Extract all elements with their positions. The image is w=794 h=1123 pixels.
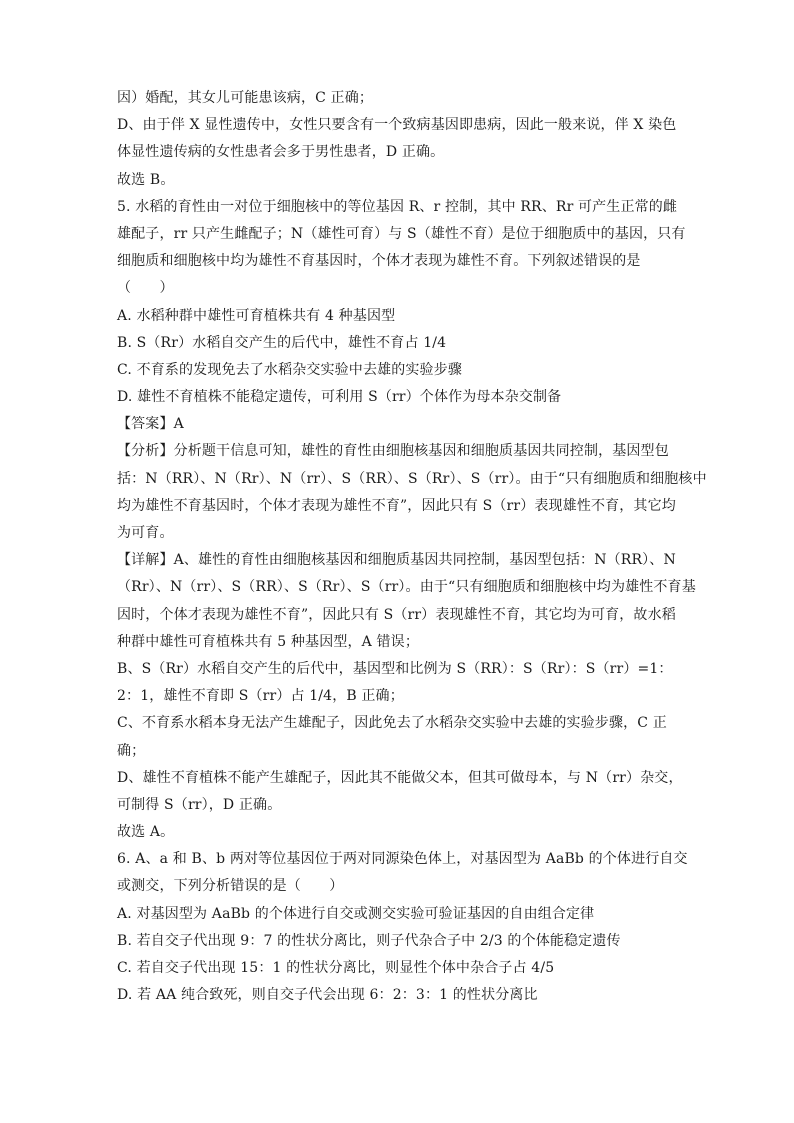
explanation-line: 【详解】A、雄性的育性由细胞核基因和细胞质基因共同控制，基因型包括：N（RR）、N xyxy=(117,552,676,569)
document-page xyxy=(117,88,707,1012)
option-a: A. 对基因型为 AaBb 的个体进行自交或测交实验可验证基因的自由组合定律 xyxy=(117,905,595,922)
analysis-line: 为可育。 xyxy=(117,525,174,541)
text-line: D、由于伴 X 显性遗传中，女性只要含有一个致病基因即患病，因此一般来说，伴 X 染色 xyxy=(117,117,677,134)
option-a: A. 水稻种群中雄性可育植株共有 4 种基因型 xyxy=(117,307,396,324)
text-line: 或测交，下列分析错误的是（ ） xyxy=(117,878,344,895)
analysis-line: 括：N（RR）、N（Rr）、N（rr）、S（RR）、S（Rr）、S（rr）。由于“只有细胞质和细胞核中 xyxy=(117,470,707,487)
option-d: D. 若 AA 纯合致死，则自交子代会出现 6：2：3：1 的性状分离比 xyxy=(117,987,538,1004)
option-c: C. 不育系的发现免去了水稻杂交实验中去雄的实验步骤 xyxy=(117,361,463,378)
explanation-line: 可制得 S（rr），D 正确。 xyxy=(117,796,282,813)
explanation-line: （Rr）、N（rr）、S（RR）、S（Rr）、S（rr）。由于“只有细胞质和细胞核中均为雄性不育基 xyxy=(117,579,696,596)
explanation-line: 种群中雄性可育植株共有 5 种基因型，A 错误； xyxy=(117,633,419,650)
text-line: 因）婚配，其女儿可能患该病，C 正确； xyxy=(117,90,374,106)
option-b: B. S（Rr）水稻自交产生的后代中，雄性不育占 1/4 xyxy=(117,334,447,351)
text-line: 细胞质和细胞核中均为雄性不育基因时，个体才表现为雄性不育。下列叙述错误的是 xyxy=(117,253,641,270)
question-5-stem: 5. 水稻的育性由一对位于细胞核中的等位基因 R、r 控制，其中 RR、Rr 可产生正常的雌 xyxy=(117,198,678,215)
explanation-line: D、雄性不育植株不能产生雄配子，因此其不能做父本，但其可做母本，与 N（rr）杂交， xyxy=(117,769,683,786)
question-6-stem: 6. A、a 和 B、b 两对等位基因位于两对同源染色体上，对基因型为 AaBb 的个体进行自交 xyxy=(117,851,688,868)
answer-label: 【答案】A xyxy=(117,416,184,433)
option-d: D. 雄性不育植株不能稳定遗传，可利用 S（rr）个体作为母本杂交制备 xyxy=(117,389,562,406)
option-c: C. 若自交子代出现 15：1 的性状分离比，则显性个体中杂合子占 4/5 xyxy=(117,960,555,976)
explanation-line: 因时，个体才表现为雄性不育”，因此只有 S（rr）表现雄性不育，其它均为可育，故水稻 xyxy=(117,606,676,623)
analysis-line: 均为雄性不育基因时，个体才表现为雄性不育”，因此只有 S（rr）表现雄性不育，其它均 xyxy=(117,497,676,514)
conclusion-line: 故选 A。 xyxy=(117,824,175,841)
text-line: 雄配子，rr 只产生雌配子；N（雄性可育）与 S（雄性不育）是位于细胞质中的基因，只有 xyxy=(117,225,686,242)
explanation-line: 确； xyxy=(117,742,146,759)
analysis-line: 【分析】分析题干信息可知，雄性的育性由细胞核基因和细胞质基因共同控制，基因型包 xyxy=(117,443,669,460)
option-b: B. 若自交子代出现 9：7 的性状分离比，则子代杂合子中 2/3 的个体能稳定遗传 xyxy=(117,932,621,949)
explanation-line: 2：1，雄性不育即 S（rr）占 1/4，B 正确； xyxy=(117,688,404,705)
text-line: 体显性遗传病的女性患者会多于男性患者，D 正确。 xyxy=(117,144,445,161)
text-line: 故选 B。 xyxy=(117,171,175,188)
explanation-line: C、不育系水稻本身无法产生雄配子，因此免去了水稻杂交实验中去雄的实验步骤，C 正 xyxy=(117,715,667,732)
answer-blank: （ ） xyxy=(117,280,174,297)
explanation-line: B、S（Rr）水稻自交产生的后代中，基因型和比例为 S（RR）：S（Rr）：S（rr）=1： xyxy=(117,660,673,677)
